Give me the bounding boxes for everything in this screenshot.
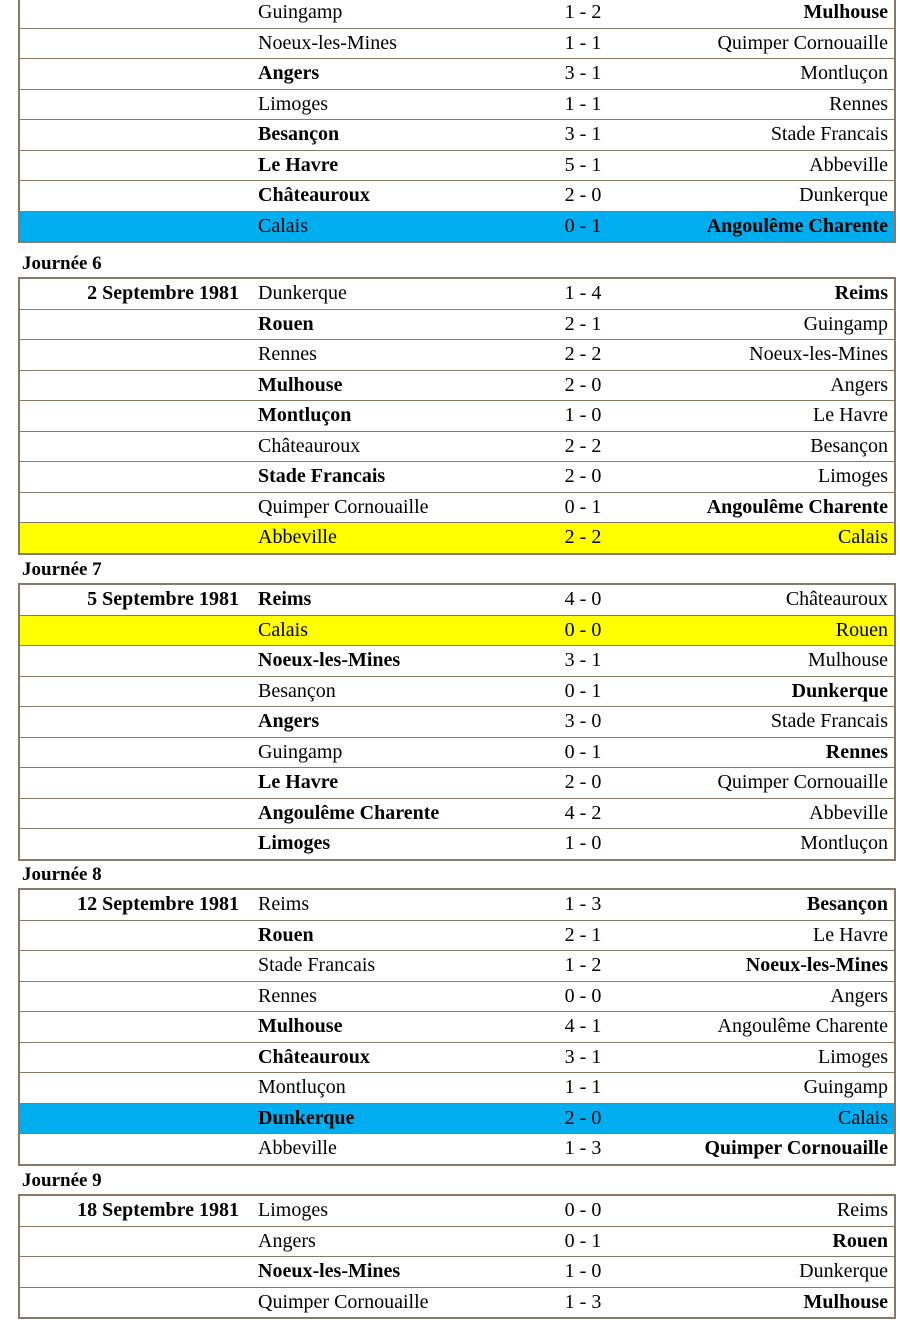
match-row [19, 737, 895, 768]
match-score: 2 - 0 [544, 768, 622, 799]
match-date [19, 1073, 257, 1104]
home-team: Châteauroux [257, 431, 544, 462]
home-team: Guingamp [257, 737, 544, 768]
match-row [19, 1042, 895, 1073]
match-score: 2 - 0 [544, 370, 622, 401]
match-score: 1 - 3 [544, 1287, 622, 1318]
away-team: Stade Francais [622, 707, 895, 738]
match-row [19, 707, 895, 738]
match-date [19, 707, 257, 738]
match-date [19, 951, 257, 982]
home-team: Rennes [257, 340, 544, 371]
home-team: Rennes [257, 981, 544, 1012]
away-team: Besançon [622, 431, 895, 462]
match-score: 1 - 3 [564, 893, 602, 916]
away-team: Rennes [622, 89, 895, 120]
match-row [19, 1195, 895, 1226]
match-score: 0 - 0 [564, 1199, 602, 1222]
match-row [19, 120, 895, 151]
away-team: Abbeville [622, 150, 895, 181]
match-score: 2 - 1 [544, 920, 622, 951]
round-table-block [18, 0, 896, 243]
home-team: Besançon [257, 120, 544, 151]
match-score: 2 - 2 [544, 431, 622, 462]
away-team: Noeux-les-Mines [622, 951, 895, 982]
match-row [19, 951, 895, 982]
away-team: Montluçon [622, 59, 895, 90]
home-team: Calais [257, 615, 544, 646]
away-team: Calais [622, 1103, 895, 1134]
match-date [19, 768, 257, 799]
match-score: 0 - 1 [544, 492, 622, 523]
match-date [19, 1012, 257, 1043]
match-score: 2 - 0 [544, 181, 622, 212]
away-team: Châteauroux [785, 588, 888, 611]
match-score: 1 - 0 [544, 829, 622, 860]
match-date [19, 646, 257, 677]
match-date [19, 309, 257, 340]
match-row [19, 89, 895, 120]
match-date [19, 211, 257, 242]
match-date [19, 615, 257, 646]
home-team: Stade Francais [257, 951, 544, 982]
home-team: Angers [257, 1226, 544, 1257]
match-date [19, 1103, 257, 1134]
home-team: Limoges [257, 89, 544, 120]
match-date [19, 0, 257, 28]
round-label: Journée 9 [22, 1170, 102, 1191]
match-date [19, 492, 257, 523]
match-score: 1 - 2 [564, 1, 602, 24]
match-date: 12 Septembre 1981 [77, 893, 239, 916]
match-score: 4 - 1 [544, 1012, 622, 1043]
home-team: Limoges [258, 1199, 328, 1222]
home-team: Abbeville [257, 1134, 544, 1165]
match-row [19, 1257, 895, 1288]
match-date [19, 340, 257, 371]
match-date [19, 920, 257, 951]
match-row [19, 211, 895, 242]
match-row [19, 615, 895, 646]
away-team: Mulhouse [622, 1287, 895, 1318]
match-date [19, 462, 257, 493]
home-team: Angoulême Charente [257, 798, 544, 829]
home-team: Rouen [257, 920, 544, 951]
match-score: 3 - 1 [544, 1042, 622, 1073]
home-team: Quimper Cornouaille [257, 1287, 544, 1318]
match-row [19, 492, 895, 523]
match-row [19, 309, 895, 340]
away-team: Le Havre [622, 920, 895, 951]
match-score: 0 - 0 [544, 981, 622, 1012]
away-team: Reims [834, 282, 888, 305]
match-row [19, 370, 895, 401]
home-team: Limoges [257, 829, 544, 860]
match-score: 0 - 0 [544, 615, 622, 646]
match-date [19, 523, 257, 554]
home-team: Mulhouse [257, 370, 544, 401]
match-score: 1 - 4 [564, 282, 602, 305]
match-row [19, 150, 895, 181]
away-team: Quimper Cornouaille [622, 768, 895, 799]
match-row [19, 1012, 895, 1043]
match-row [19, 1073, 895, 1104]
match-score: 4 - 0 [564, 588, 602, 611]
match-score: 2 - 0 [544, 462, 622, 493]
match-score: 2 - 0 [544, 1103, 622, 1134]
match-row [19, 462, 895, 493]
match-score: 1 - 0 [544, 401, 622, 432]
match-row [19, 981, 895, 1012]
home-team: Châteauroux [257, 181, 544, 212]
away-team: Limoges [622, 462, 895, 493]
match-date [19, 798, 257, 829]
fixtures-table [18, 888, 896, 1166]
match-score: 4 - 2 [544, 798, 622, 829]
match-date [19, 370, 257, 401]
home-team: Le Havre [257, 150, 544, 181]
match-date [19, 676, 257, 707]
match-row [19, 0, 895, 28]
home-team: Quimper Cornouaille [257, 492, 544, 523]
home-team: Noeux-les-Mines [257, 646, 544, 677]
match-score: 1 - 0 [544, 1257, 622, 1288]
away-team: Dunkerque [622, 181, 895, 212]
home-team: Noeux-les-Mines [257, 28, 544, 59]
round-label: Journée 8 [22, 864, 102, 885]
home-team: Angers [257, 707, 544, 738]
round-table-block [18, 888, 896, 1166]
match-score: 3 - 1 [544, 120, 622, 151]
home-team: Angers [257, 59, 544, 90]
away-team: Angoulême Charente [622, 492, 895, 523]
match-date: 5 Septembre 1981 [87, 588, 239, 611]
match-row [19, 768, 895, 799]
home-team: Montluçon [257, 401, 544, 432]
match-row [19, 1103, 895, 1134]
home-team: Le Havre [257, 768, 544, 799]
match-score: 0 - 1 [544, 737, 622, 768]
home-team: Guingamp [258, 1, 343, 24]
home-team: Abbeville [257, 523, 544, 554]
match-score: 5 - 1 [544, 150, 622, 181]
away-team: Rouen [622, 615, 895, 646]
match-row [19, 676, 895, 707]
match-row [19, 431, 895, 462]
match-date [19, 59, 257, 90]
away-team: Angoulême Charente [622, 211, 895, 242]
home-team: Noeux-les-Mines [257, 1257, 544, 1288]
away-team: Reims [836, 1199, 888, 1222]
home-team: Calais [257, 211, 544, 242]
match-score: 1 - 2 [544, 951, 622, 982]
match-date [19, 1226, 257, 1257]
away-team: Angoulême Charente [622, 1012, 895, 1043]
match-score: 1 - 3 [544, 1134, 622, 1165]
away-team: Calais [622, 523, 895, 554]
match-date [19, 981, 257, 1012]
match-row [19, 584, 895, 615]
away-team: Quimper Cornouaille [622, 28, 895, 59]
away-team: Guingamp [622, 309, 895, 340]
match-row [19, 401, 895, 432]
home-team: Mulhouse [257, 1012, 544, 1043]
match-score: 2 - 2 [544, 340, 622, 371]
match-row [19, 278, 895, 309]
match-date [19, 431, 257, 462]
fixtures-table [18, 0, 896, 243]
match-row [19, 920, 895, 951]
away-team: Le Havre [622, 401, 895, 432]
away-team: Angers [622, 370, 895, 401]
away-team: Noeux-les-Mines [622, 340, 895, 371]
match-score: 0 - 1 [544, 1226, 622, 1257]
match-row [19, 646, 895, 677]
fixtures-table [18, 1194, 896, 1319]
match-score: 2 - 1 [544, 309, 622, 340]
match-score: 0 - 1 [544, 211, 622, 242]
match-row [19, 181, 895, 212]
match-score: 1 - 1 [544, 28, 622, 59]
match-date [19, 1134, 257, 1165]
round-table-block [18, 583, 896, 861]
away-team: Stade Francais [622, 120, 895, 151]
match-score: 3 - 0 [544, 707, 622, 738]
match-date [19, 1042, 257, 1073]
match-row [19, 829, 895, 860]
match-row [19, 340, 895, 371]
away-team: Limoges [622, 1042, 895, 1073]
away-team: Dunkerque [622, 1257, 895, 1288]
match-row [19, 1134, 895, 1165]
away-team: Mulhouse [622, 646, 895, 677]
match-date: 18 Septembre 1981 [77, 1199, 239, 1222]
match-date [19, 829, 257, 860]
home-team: Dunkerque [258, 282, 347, 305]
match-row [19, 1287, 895, 1318]
match-score: 2 - 2 [544, 523, 622, 554]
match-row [19, 1226, 895, 1257]
match-score: 1 - 1 [544, 1073, 622, 1104]
match-score: 0 - 1 [544, 676, 622, 707]
fixtures-table [18, 277, 896, 555]
away-team: Guingamp [622, 1073, 895, 1104]
home-team: Châteauroux [257, 1042, 544, 1073]
match-score: 3 - 1 [544, 646, 622, 677]
match-date [19, 401, 257, 432]
round-label: Journée 6 [22, 253, 102, 274]
home-team: Dunkerque [257, 1103, 544, 1134]
round-table-block [18, 277, 896, 555]
match-row [19, 59, 895, 90]
match-date [19, 28, 257, 59]
away-team: Montluçon [622, 829, 895, 860]
match-date [19, 120, 257, 151]
home-team: Montluçon [257, 1073, 544, 1104]
match-row [19, 889, 895, 920]
match-score: 3 - 1 [544, 59, 622, 90]
match-date [19, 737, 257, 768]
match-date: 2 Septembre 1981 [87, 282, 239, 305]
away-team: Abbeville [622, 798, 895, 829]
round-label: Journée 7 [22, 559, 102, 580]
match-row [19, 798, 895, 829]
match-date [19, 89, 257, 120]
away-team: Mulhouse [803, 1, 888, 24]
home-team: Besançon [257, 676, 544, 707]
home-team: Stade Francais [257, 462, 544, 493]
away-team: Dunkerque [622, 676, 895, 707]
match-row [19, 28, 895, 59]
home-team: Reims [258, 588, 312, 611]
match-score: 1 - 1 [544, 89, 622, 120]
away-team: Angers [622, 981, 895, 1012]
away-team: Quimper Cornouaille [622, 1134, 895, 1165]
away-team: Besançon [806, 893, 888, 916]
match-date [19, 1257, 257, 1288]
away-team: Rennes [622, 737, 895, 768]
away-team: Rouen [622, 1226, 895, 1257]
match-date [19, 1287, 257, 1318]
fixtures-table [18, 583, 896, 861]
match-date [19, 150, 257, 181]
round-table-block [18, 1194, 896, 1319]
match-row [19, 523, 895, 554]
match-date [19, 181, 257, 212]
home-team: Reims [258, 893, 310, 916]
home-team: Rouen [257, 309, 544, 340]
